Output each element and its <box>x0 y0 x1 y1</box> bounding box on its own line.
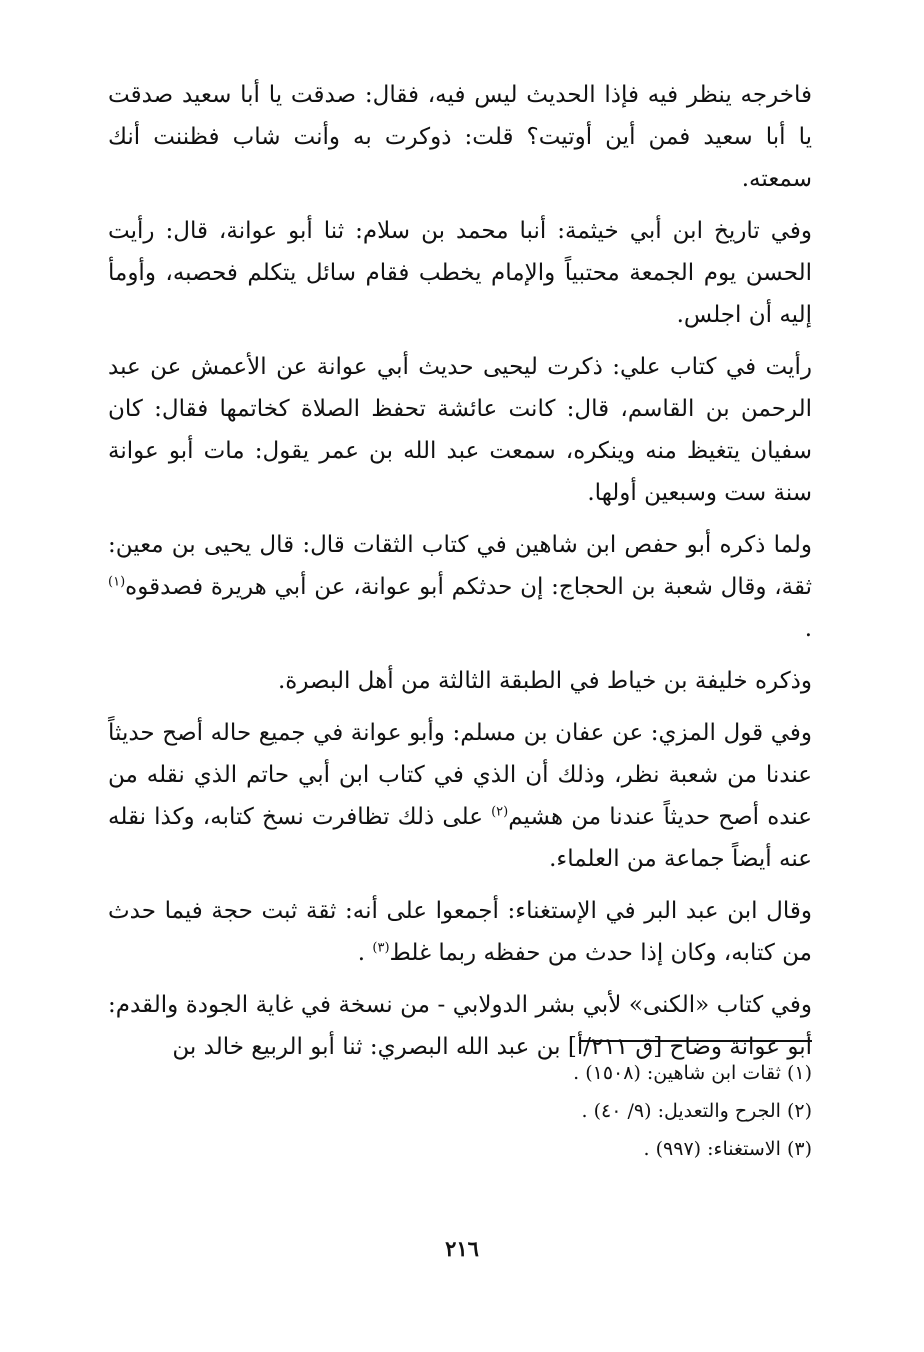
footnote-1: (١) ثقات ابن شاهين: (١٥٠٨) . <box>573 1062 812 1084</box>
paragraph-6: وفي قول المزي: عن عفان بن مسلم: وأبو عوانة في جميع حاله أصح حديثاً عندنا من شعبة نظر، وذلك أن الذي في كتاب ابن أبي حاتم الذي نقله من عنده أصح حديثاً عندنا من هشيم$^{(٢)}$ على ذلك تظافرت نسخ كتابه، وكذا نقله عنه أيضاً جماعة من العلماء. <box>108 720 812 872</box>
paragraph-8: وفي كتاب «الكنى» لأبي بشر الدولابي - من نسخة في غاية الجودة والقدم: أبو عوانة وضاح [ق ٢١١/أ] بن عبد الله البصري: ثنا أبو الربيع خالد بن <box>108 992 812 1060</box>
footnote-3: (٣) الاستغناء: (٩٩٧) . <box>643 1138 812 1160</box>
paragraph-2: وفي تاريخ ابن أبي خيثمة: أنبا محمد بن سلام: ثنا أبو عوانة، قال: رأيت الحسن يوم الجمعة محتبياً والإمام يخطب فقام سائل يتكلم فحصبه، وأومأ إليه أن اجلس. <box>108 218 812 328</box>
footnote-2: (٢) الجرح والتعديل: (٩/ ٤٠) . <box>581 1100 812 1122</box>
paragraph-4: ولما ذكره أبو حفص ابن شاهين في كتاب الثقات قال: قال يحيى بن معين: ثقة، وقال شعبة بن الحجاج: إن حدثكم أبو عوانة، عن أبي هريرة فصدقوه$^{(١)}$ . <box>108 532 812 642</box>
footnote-ref-1: (١) <box>108 574 126 590</box>
footnote-divider <box>580 1040 812 1042</box>
page-number: ٢١٦ <box>445 1236 479 1261</box>
footnote-ref-2: (٢) <box>491 804 509 820</box>
paragraph-1: فاخرجه ينظر فيه فإذا الحديث ليس فيه، فقال: صدقت يا أبا سعيد صدقت يا أبا سعيد فمن أين أوتيت؟ قلت: ذوكرت به وأنت شاب فظننت أنك سمعته. <box>108 82 812 192</box>
footnote-ref-3: (٣) <box>372 940 390 956</box>
paragraph-5: وذكره خليفة بن خياط في الطبقة الثالثة من أهل البصرة. <box>278 668 812 694</box>
paragraph-3: رأيت في كتاب علي: ذكرت ليحيى حديث أبي عوانة عن الأعمش عن عبد الرحمن بن القاسم، قال: كانت عائشة تحفظ الصلاة كخاتمها فقال: كان سفيان يتغيظ منه وينكره، سمعت عبد الله بن عمر يقول: مات أبو عوانة سنة ست وسبعين أولها. <box>108 354 812 506</box>
footnotes <box>108 1056 812 1170</box>
main-text <box>108 74 812 1078</box>
paragraph-7: وقال ابن عبد البر في الإستغناء: أجمعوا على أنه: ثقة ثبت حجة فيما حدث من كتابه، وكان إذا حدث من حفظه ربما غلط$^{(٣)}$ . <box>108 898 812 966</box>
